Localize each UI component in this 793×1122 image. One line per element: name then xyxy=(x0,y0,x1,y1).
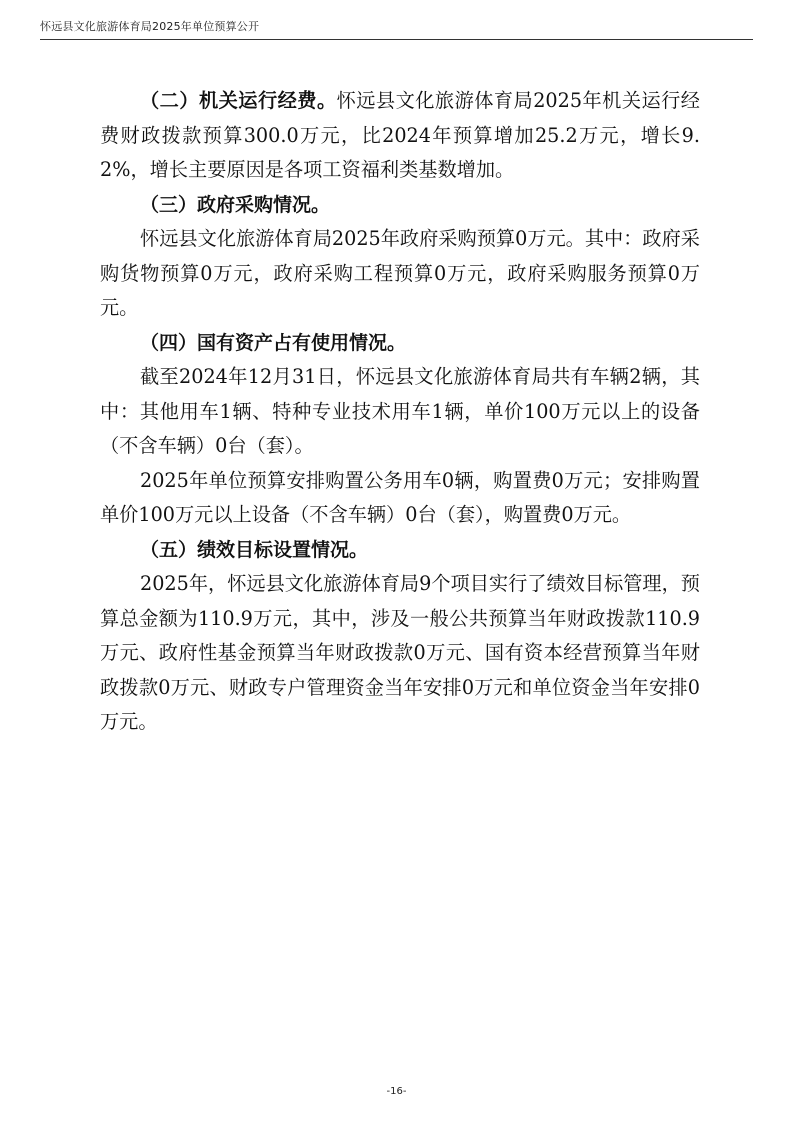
paragraph-performance: 2025年，怀远县文化旅游体育局9个项目实行了绩效目标管理，预算总金额为110.9万元，其中，涉及一般公共预算当年财政拨款110.9万元、政府性基金预算当年财政拨款0万元、国有资本经营预算当年财政拨款0万元、财政专户管理资金当年安排0万元和单位资金当年安排0万元。 xyxy=(100,572,700,733)
paragraph-operating-expenses xyxy=(100,84,700,188)
header-divider xyxy=(40,39,753,40)
text-operating-expenses: 怀远县文化旅游体育局2025年机关运行经费财政拨款预算300.0万元，比2024年预算增加25.2万元，增长9.2%，增长主要原因是各项工资福利类基数增加。 xyxy=(100,89,700,181)
heading-performance: （五）绩效目标设置情况。 xyxy=(140,538,369,561)
heading-procurement: （三）政府采购情况。 xyxy=(140,193,331,216)
document-body xyxy=(100,84,700,740)
paragraph-vehicles: 截至2024年12月31日，怀远县文化旅游体育局共有车辆2辆，其中：其他用车1辆、特种专业技术用车1辆，单价100万元以上的设备（不含车辆）0台（套）。 xyxy=(100,365,700,457)
page-number: -16- xyxy=(386,1086,407,1097)
heading-assets: （四）国有资产占有使用情况。 xyxy=(140,331,407,354)
paragraph-procurement: 怀远县文化旅游体育局2025年政府采购预算0万元。其中：政府采购货物预算0万元，政府采购工程预算0万元，政府采购服务预算0万元。 xyxy=(100,227,700,319)
paragraph-purchase-plan: 2025年单位预算安排购置公务用车0辆，购置费0万元；安排购置单价100万元以上设备（不含车辆）0台（套），购置费0万元。 xyxy=(100,468,700,526)
page-header-title: 怀远县文化旅游体育局2025年单位预算公开 xyxy=(40,20,260,33)
heading-operating-expenses: （二）机关运行经费。 xyxy=(140,89,337,112)
